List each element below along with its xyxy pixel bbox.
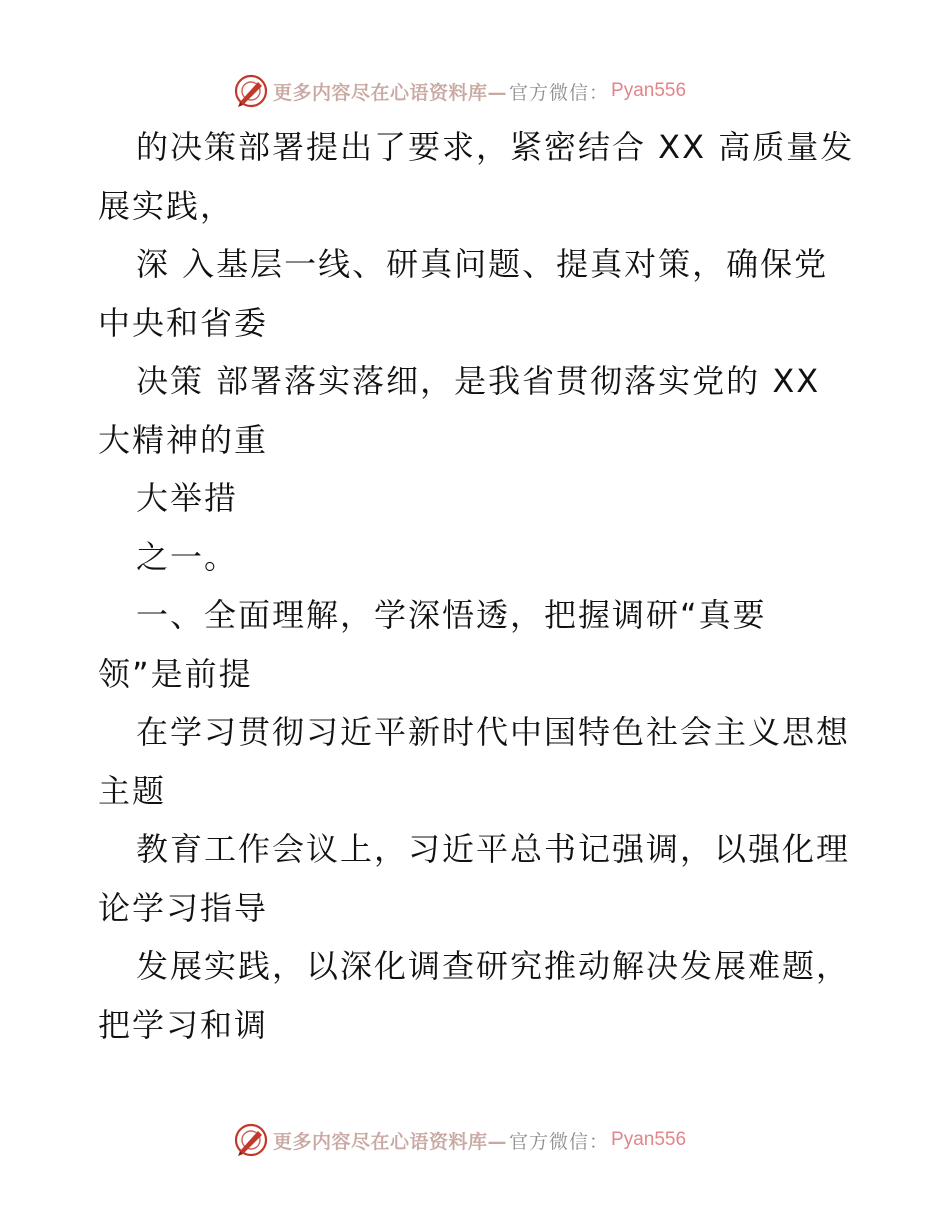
footer-wechat-label: 官方微信： bbox=[509, 1130, 610, 1153]
text-line: 把学习和调 bbox=[98, 1005, 269, 1044]
text-line: 论学习指导 bbox=[98, 888, 269, 927]
footer-banner bbox=[233, 1120, 686, 1160]
footer-slogan: 更多内容尽在心语资料库— bbox=[273, 1130, 508, 1153]
text-line: 在学习贯彻习近平新时代中国特色社会主义思想 bbox=[136, 713, 851, 751]
text-line: 教育工作会议上，习近平总书记强调，以强化理 bbox=[136, 830, 851, 868]
text-line: 之一。 bbox=[136, 537, 239, 576]
pen-logo-icon bbox=[233, 73, 269, 109]
header-banner bbox=[233, 71, 686, 111]
footer-wechat-id: Pyan556 bbox=[611, 1129, 687, 1150]
text-line: 中央和省委 bbox=[98, 303, 269, 342]
pen-logo-icon bbox=[233, 1122, 269, 1158]
text-line: 决策 部署落实落细，是我省贯彻落实党的 XX bbox=[136, 362, 821, 400]
header-wechat-id: Pyan556 bbox=[611, 80, 687, 101]
text-line: 深 入基层一线、研真问题、提真对策，确保党 bbox=[136, 245, 829, 283]
section-heading: 一、全面理解，学深悟透，把握调研“真要 bbox=[136, 596, 767, 634]
header-wechat-label: 官方微信： bbox=[509, 81, 610, 104]
text-line: 发展实践，以深化调查研究推动解决发展难题， bbox=[136, 947, 851, 985]
text-line: 展实践， bbox=[98, 186, 235, 225]
text-line: 的决策部署提出了要求，紧密结合 XX 高质量发 bbox=[136, 128, 855, 166]
text-line: 主题 bbox=[98, 771, 167, 810]
header-slogan: 更多内容尽在心语资料库— bbox=[273, 81, 508, 104]
text-line: 大举措 bbox=[136, 479, 239, 517]
document-body bbox=[98, 118, 868, 1054]
section-heading-continued: 领”是前提 bbox=[98, 654, 253, 693]
text-line: 大精神的重 bbox=[98, 420, 269, 459]
